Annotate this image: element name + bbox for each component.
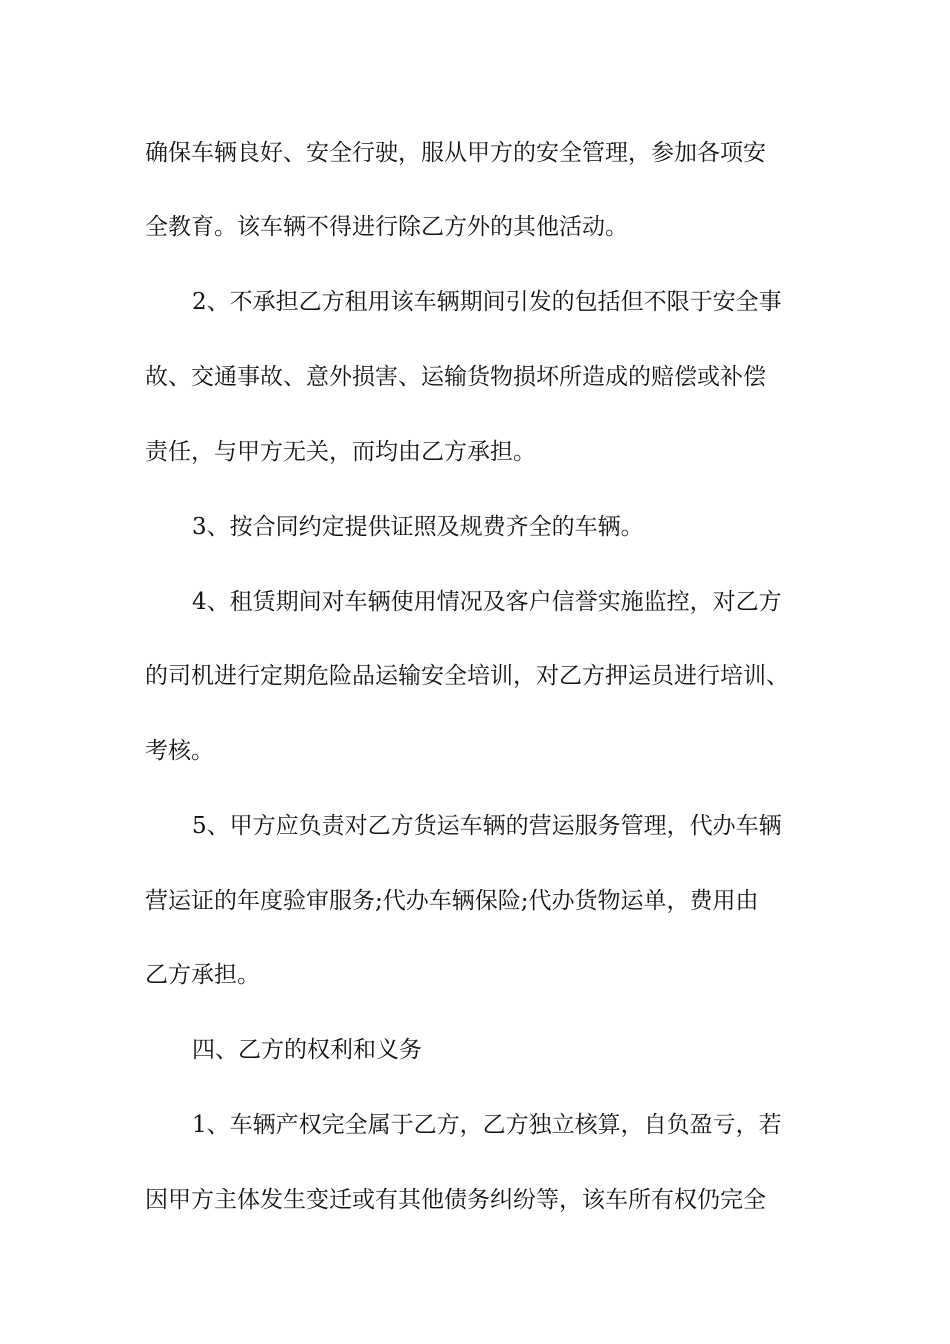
text-line: 全教育。该车辆不得进行除乙方外的其他活动。: [145, 214, 628, 240]
paragraph-start-line: 3、按合同约定提供证照及规费齐全的车辆。: [192, 514, 644, 540]
text-line: 考核。: [145, 738, 214, 764]
section-heading: 四、乙方的权利和义务: [192, 1037, 422, 1063]
paragraph-start-line: 1、车辆产权完全属于乙方，乙方独立核算，自负盈亏，若: [192, 1112, 782, 1138]
paragraph-start-line: 4、租赁期间对车辆使用情况及客户信誉实施监控，对乙方: [192, 589, 782, 615]
text-line: 确保车辆良好、安全行驶，服从甲方的安全管理，参加各项安: [145, 140, 766, 166]
paragraph-start-line: 5、甲方应负责对乙方货运车辆的营运服务管理，代办车辆: [192, 813, 782, 839]
text-line: 乙方承担。: [145, 962, 260, 988]
text-line: 故、交通事故、意外损害、运输货物损坏所造成的赔偿或补偿: [145, 364, 766, 390]
text-line: 营运证的年度验审服务;代办车辆保险;代办货物运单，费用由: [145, 888, 759, 914]
paragraph-start-line: 2、不承担乙方租用该车辆期间引发的包括但不限于安全事: [192, 289, 782, 315]
text-line: 责任，与甲方无关，而均由乙方承担。: [145, 439, 536, 465]
text-line: 因甲方主体发生变迁或有其他债务纠纷等，该车所有权仍完全: [145, 1187, 766, 1213]
text-line: 的司机进行定期危险品运输安全培训，对乙方押运员进行培训、: [145, 663, 789, 689]
